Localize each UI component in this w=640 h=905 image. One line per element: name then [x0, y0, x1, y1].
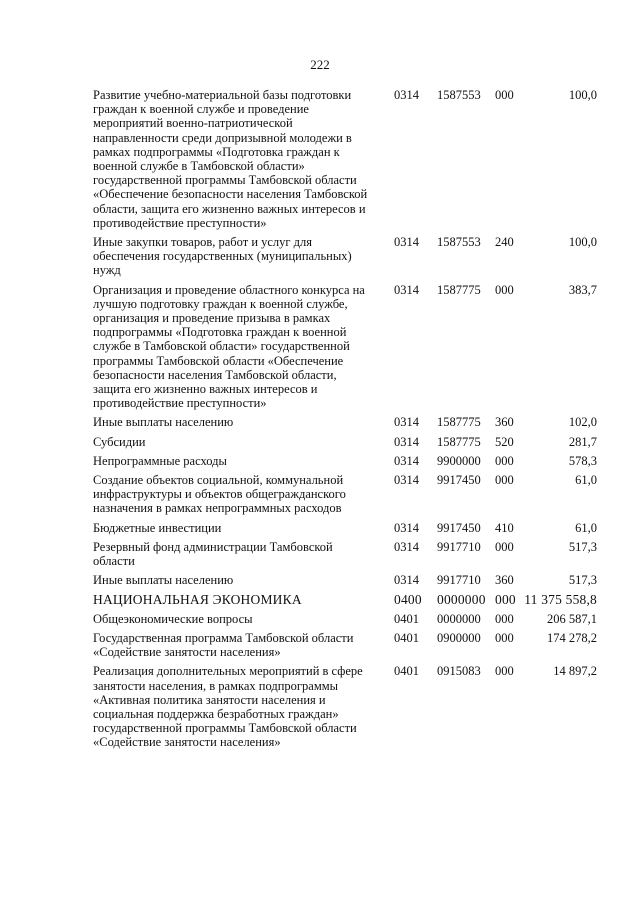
- row-type: 240: [495, 235, 514, 250]
- row-section: 0400: [394, 591, 422, 607]
- table-row: [93, 415, 603, 429]
- row-sum: 61,0: [575, 520, 597, 535]
- row-type: 360: [495, 573, 514, 588]
- row-target: 1587775: [437, 434, 481, 449]
- row-section: 0314: [394, 434, 419, 449]
- row-section: 0314: [394, 573, 419, 588]
- row-name: Организация и проведение областного конкурса на лучшую подготовку граждан к военной службе, организация и проведение призыва в рамках подпрограммы «Подготовка граждан к военной службе в Тамбовской области» государственной программы Тамбовской области «Обеспечение безопасности населения Тамбовской области, защита его жизненно важных интересов и противодействие преступности»: [93, 282, 365, 411]
- row-type: 000: [495, 453, 514, 468]
- row-type: 360: [495, 415, 514, 430]
- row-section: 0314: [394, 282, 419, 297]
- row-name: Реализация дополнительных мероприятий в сфере занятости населения, в рамках подпрограммы «Активная политика занятости населения и социальная поддержка безработных граждан» государственной программы Тамбовской области «Содействие занятости населения»: [93, 664, 363, 750]
- row-name: Иные выплаты населению: [93, 415, 234, 430]
- table-row: [93, 521, 603, 535]
- row-sum: 102,0: [568, 415, 597, 430]
- row-sum: 174 278,2: [547, 630, 597, 645]
- row-sum: 578,3: [568, 453, 597, 468]
- row-type: 000: [495, 630, 514, 645]
- row-name: Государственная программа Тамбовской области «Содействие занятости населения»: [93, 630, 354, 660]
- row-sum: 100,0: [568, 235, 597, 250]
- row-type: 000: [495, 591, 516, 607]
- row-target: 0000000: [437, 611, 481, 626]
- row-name: Развитие учебно-материальной базы подготовки граждан к военной службе и проведение мероприятий военно-патриотической направленности среди допризывной молодежи в рамках подпрограммы «Подготовка граждан к военной службе в Тамбовской области» государственной программы Тамбовской области «Обеспечение безопасности населения Тамбовской области, защита его жизненно важных интересов и противодействие преступности»: [93, 88, 368, 230]
- row-name: Иные закупки товаров, работ и услуг для обеспечения государственных (муниципальных) нужд: [93, 235, 352, 278]
- row-sum: 61,0: [575, 473, 597, 488]
- row-section: 0314: [394, 453, 419, 468]
- row-target: 9917710: [437, 539, 481, 554]
- table-row: [93, 283, 603, 411]
- row-sum: 100,0: [568, 88, 597, 102]
- row-name: Создание объектов социальной, коммунальной инфраструктуры и объектов общегражданского назначения в рамках непрограммных расходов: [93, 473, 346, 516]
- row-type: 520: [495, 434, 514, 449]
- row-sum: 517,3: [568, 539, 597, 554]
- table-row: [93, 473, 603, 516]
- row-sum: 517,3: [568, 573, 597, 588]
- row-sum: 11 375 558,8: [524, 591, 597, 607]
- row-name: Бюджетные инвестиции: [93, 520, 222, 535]
- row-target: 1587775: [437, 415, 481, 430]
- table-row-section-heading: [93, 593, 603, 607]
- row-section: 0314: [394, 473, 419, 488]
- row-name: Непрограммные расходы: [93, 453, 227, 468]
- row-name: Субсидии: [93, 434, 146, 449]
- budget-table: [93, 88, 603, 750]
- row-section: 0314: [394, 88, 419, 102]
- table-row: [93, 454, 603, 468]
- table-row: [93, 631, 603, 659]
- row-target: 1587553: [437, 88, 481, 102]
- row-target: 0915083: [437, 664, 481, 679]
- row-section: 0401: [394, 611, 419, 626]
- row-target: 9917450: [437, 473, 481, 488]
- row-sum: 206 587,1: [547, 611, 597, 626]
- row-name: Иные выплаты населению: [93, 573, 234, 588]
- table-row: [93, 540, 603, 568]
- table-row: [93, 88, 603, 230]
- row-target: 9900000: [437, 453, 481, 468]
- row-section: 0314: [394, 235, 419, 250]
- row-section: 0314: [394, 415, 419, 430]
- row-type: 410: [495, 520, 514, 535]
- row-type: 000: [495, 539, 514, 554]
- row-target: 0900000: [437, 630, 481, 645]
- row-target: 1587553: [437, 235, 481, 250]
- table-row: [93, 435, 603, 449]
- row-sum: 383,7: [568, 282, 597, 297]
- row-section: 0314: [394, 539, 419, 554]
- row-type: 000: [495, 611, 514, 626]
- row-name: Общеэкономические вопросы: [93, 611, 253, 626]
- table-row: [93, 664, 603, 749]
- row-section: 0314: [394, 520, 419, 535]
- row-name: Резервный фонд администрации Тамбовской области: [93, 539, 333, 569]
- row-sum: 281,7: [568, 434, 597, 449]
- row-name: НАЦИОНАЛЬНАЯ ЭКОНОМИКА: [93, 591, 302, 607]
- table-row: [93, 573, 603, 587]
- table-row: [93, 235, 603, 278]
- row-type: 000: [495, 473, 514, 488]
- row-section: 0401: [394, 630, 419, 645]
- row-target: 0000000: [437, 591, 486, 607]
- row-type: 000: [495, 282, 514, 297]
- row-type: 000: [495, 88, 514, 102]
- row-target: 9917710: [437, 573, 481, 588]
- row-type: 000: [495, 664, 514, 679]
- table-row: [93, 612, 603, 626]
- row-target: 1587775: [437, 282, 481, 297]
- row-target: 9917450: [437, 520, 481, 535]
- row-section: 0401: [394, 664, 419, 679]
- row-sum: 14 897,2: [553, 664, 597, 679]
- page-number: 222: [310, 57, 330, 72]
